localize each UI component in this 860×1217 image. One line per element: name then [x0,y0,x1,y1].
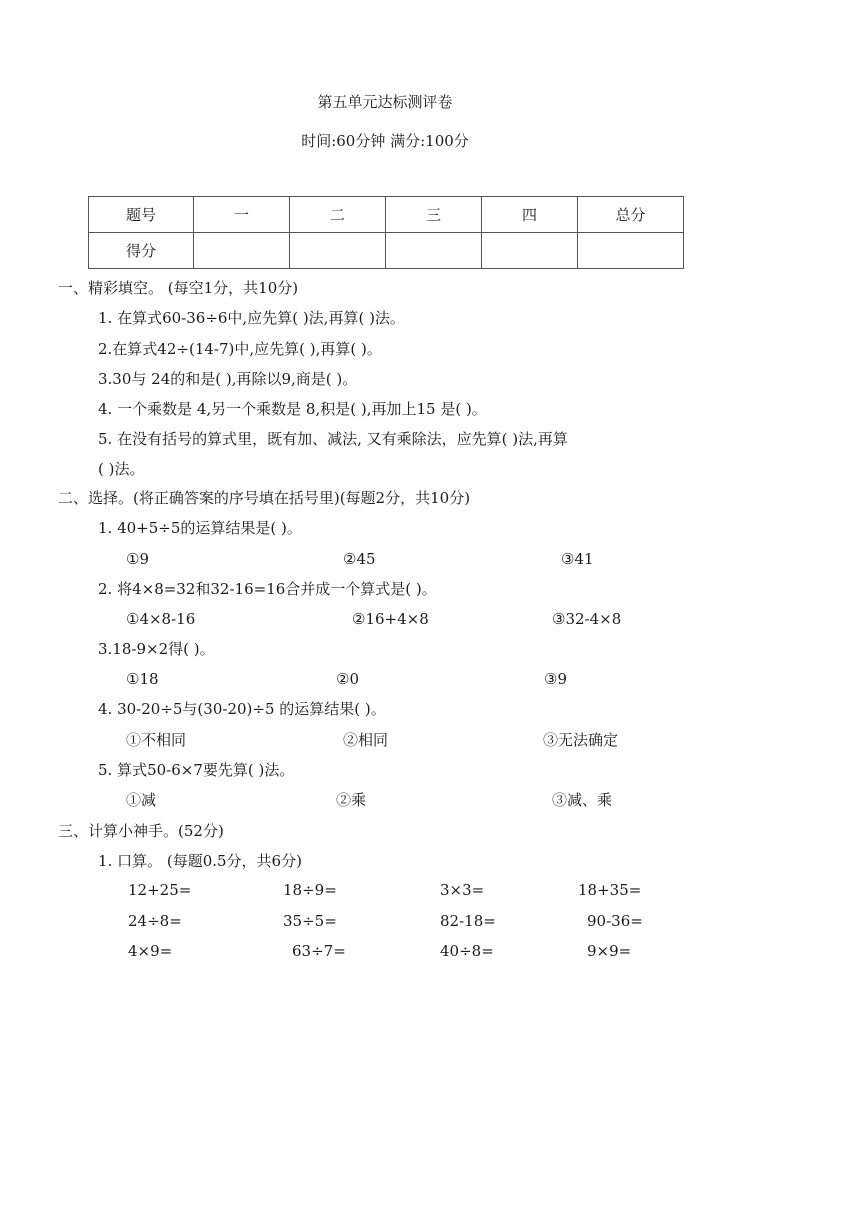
exam-info: 时间:60分钟 满分:100分 [301,132,469,150]
option: ①18 [126,670,159,688]
question-text: 3.18-9×2得( )。 [98,640,215,658]
question-text: 3.30与 24的和是( ),再除以9,商是( )。 [98,370,358,388]
question-text: 4. 一个乘数是 4,另一个乘数是 8,积是( ),再加上15 是( )。 [98,400,487,418]
subsection-heading: 1. 口算。 (每题0.5分，共6分) [98,852,302,870]
oral-calc-item: 35÷5= [283,912,337,930]
oral-calc-item: 63÷7= [292,942,346,960]
oral-calc-item: 90-36= [587,912,643,930]
question-text: 5. 在没有括号的算式里，既有加、减法, 又有乘除法，应先算( )法,再算 [98,430,568,448]
header-cell: 四 [482,197,578,233]
row-label: 得分 [89,233,194,269]
question-text: 1. 在算式60-36÷6中,应先算( )法,再算( )法。 [98,309,405,327]
header-cell: 题号 [89,197,194,233]
section-2-heading: 二、选择。(将正确答案的序号填在括号里)(每题2分，共10分) [58,489,471,507]
oral-calc-item: 18+35= [578,881,642,899]
score-cell[interactable] [386,233,482,269]
score-cell[interactable] [290,233,386,269]
oral-calc-item: 82-18= [440,912,496,930]
option: ①4×8-16 [126,610,196,628]
section-1-heading: 一、精彩填空。 (每空1分，共10分) [58,279,299,297]
option: ①9 [126,550,149,568]
option: ③无法确定 [543,731,619,749]
option: ③41 [561,550,594,568]
option: ③9 [544,670,567,688]
oral-calc-item: 18÷9= [283,881,337,899]
option: ①不相同 [126,731,187,749]
question-text: 2. 将4×8=32和32-16=16合并成一个算式是( )。 [98,580,437,598]
header-cell: 总分 [578,197,684,233]
oral-calc-item: 40÷8= [440,942,494,960]
header-cell: 二 [290,197,386,233]
page-title: 第五单元达标测评卷 [317,93,453,111]
option: ③32-4×8 [552,610,622,628]
header-cell: 三 [386,197,482,233]
oral-calc-item: 3×3= [440,881,485,899]
question-text: 4. 30-20÷5与(30-20)÷5 的运算结果( )。 [98,700,386,718]
question-text: 2.在算式42÷(14-7)中,应先算( ),再算( )。 [98,340,382,358]
option: ②乘 [336,791,367,809]
option: ①减 [126,791,157,809]
section-3-heading: 三、计算小神手。(52分) [58,822,224,840]
option: ②0 [336,670,359,688]
question-text: ( )法。 [98,460,145,478]
oral-calc-item: 24÷8= [128,912,182,930]
option: ②45 [343,550,376,568]
option: ②相同 [343,731,389,749]
question-text: 5. 算式50-6×7要先算( )法。 [98,761,295,779]
question-text: 1. 40+5÷5的运算结果是( )。 [98,519,302,537]
option: ③减、乘 [552,791,613,809]
option: ②16+4×8 [352,610,429,628]
score-table-header-row [89,197,684,233]
score-table [88,196,684,269]
score-table-score-row [89,233,684,269]
score-cell[interactable] [194,233,290,269]
score-cell[interactable] [482,233,578,269]
oral-calc-item: 12+25= [128,881,192,899]
oral-calc-item: 9×9= [587,942,632,960]
header-cell: 一 [194,197,290,233]
oral-calc-item: 4×9= [128,942,173,960]
score-cell[interactable] [578,233,684,269]
